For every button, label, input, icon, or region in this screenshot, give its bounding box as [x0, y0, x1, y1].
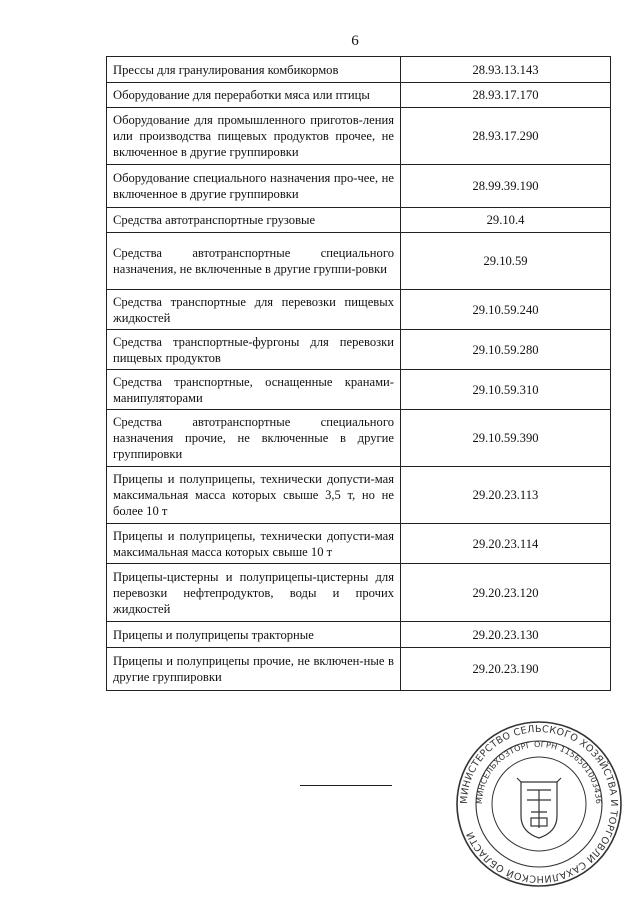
okpd-code-cell: 29.10.59.240	[401, 290, 611, 330]
okpd-code-cell: 29.10.4	[401, 208, 611, 233]
stamp-outer-text: МИНИСТЕРСТВО СЕЛЬСКОГО ХОЗЯЙСТВА И ТОРГОВЛИ САХАЛИНСКОЙ ОБЛАСТИ	[458, 723, 620, 885]
table-row	[107, 370, 611, 410]
okpd-code-cell: 29.20.23.120	[401, 564, 611, 622]
table-row	[107, 410, 611, 467]
equipment-name-cell: Средства транспортные-фургоны для перевозки пищевых продуктов	[107, 330, 401, 370]
equipment-name-cell: Оборудование специального назначения про-чее, не включенное в другие группировки	[107, 165, 401, 208]
table-row	[107, 564, 611, 622]
table-row	[107, 290, 611, 330]
table-row	[107, 165, 611, 208]
equipment-name-cell: Прицепы и полуприцепы, технически допусти-мая максимальная масса которых свыше 10 т	[107, 524, 401, 564]
okpd-table	[106, 56, 611, 691]
table-row	[107, 467, 611, 524]
okpd-code-cell: 29.20.23.190	[401, 648, 611, 691]
okpd-code-cell: 29.20.23.114	[401, 524, 611, 564]
table-row	[107, 330, 611, 370]
page-number: 6	[351, 33, 359, 49]
equipment-name-cell: Средства автотранспортные специального назначения, не включенные в другие группи-ровки	[107, 233, 401, 290]
okpd-code-cell: 28.93.13.143	[401, 57, 611, 83]
okpd-code-cell: 28.93.17.290	[401, 108, 611, 165]
okpd-table-body	[107, 57, 611, 691]
okpd-code-cell: 28.99.39.190	[401, 165, 611, 208]
equipment-name-cell: Средства транспортные для перевозки пищевых жидкостей	[107, 290, 401, 330]
stamp-inner-text: МИНСЕЛЬХОЗТОРГ ОГРН 1156501003436	[474, 739, 604, 805]
equipment-name-cell: Средства автотранспортные специального назначения прочие, не включенные в другие группировки	[107, 410, 401, 467]
table-row	[107, 648, 611, 691]
signature-line	[300, 785, 392, 786]
table-row	[107, 57, 611, 83]
okpd-code-cell: 29.20.23.113	[401, 467, 611, 524]
okpd-code-cell: 28.93.17.170	[401, 83, 611, 108]
table-row	[107, 108, 611, 165]
official-stamp	[455, 720, 623, 888]
equipment-name-cell: Средства транспортные, оснащенные кранами-манипуляторами	[107, 370, 401, 410]
equipment-name-cell: Прицепы и полуприцепы прочие, не включен-ные в другие группировки	[107, 648, 401, 691]
table-row	[107, 524, 611, 564]
table-row	[107, 208, 611, 233]
okpd-code-cell: 29.10.59.280	[401, 330, 611, 370]
okpd-code-cell: 29.10.59.310	[401, 370, 611, 410]
equipment-name-cell: Прессы для гранулирования комбикормов	[107, 57, 401, 83]
table-row	[107, 83, 611, 108]
equipment-name-cell: Оборудование для переработки мяса или птицы	[107, 83, 401, 108]
table-row	[107, 233, 611, 290]
equipment-name-cell: Средства автотранспортные грузовые	[107, 208, 401, 233]
okpd-code-cell: 29.10.59.390	[401, 410, 611, 467]
equipment-name-cell: Прицепы и полуприцепы тракторные	[107, 622, 401, 648]
equipment-name-cell: Оборудование для промышленного приготов-ления или производства пищевых продуктов прочее, не включенное в другие группировки	[107, 108, 401, 165]
table-row	[107, 622, 611, 648]
coat-of-arms-icon	[517, 778, 561, 838]
okpd-code-cell: 29.20.23.130	[401, 622, 611, 648]
okpd-code-cell: 29.10.59	[401, 233, 611, 290]
equipment-name-cell: Прицепы-цистерны и полуприцепы-цистерны для перевозки нефтепродуктов, воды и прочих жидкостей	[107, 564, 401, 622]
equipment-name-cell: Прицепы и полуприцепы, технически допусти-мая максимальная масса которых свыше 3,5 т, но не более 10 т	[107, 467, 401, 524]
